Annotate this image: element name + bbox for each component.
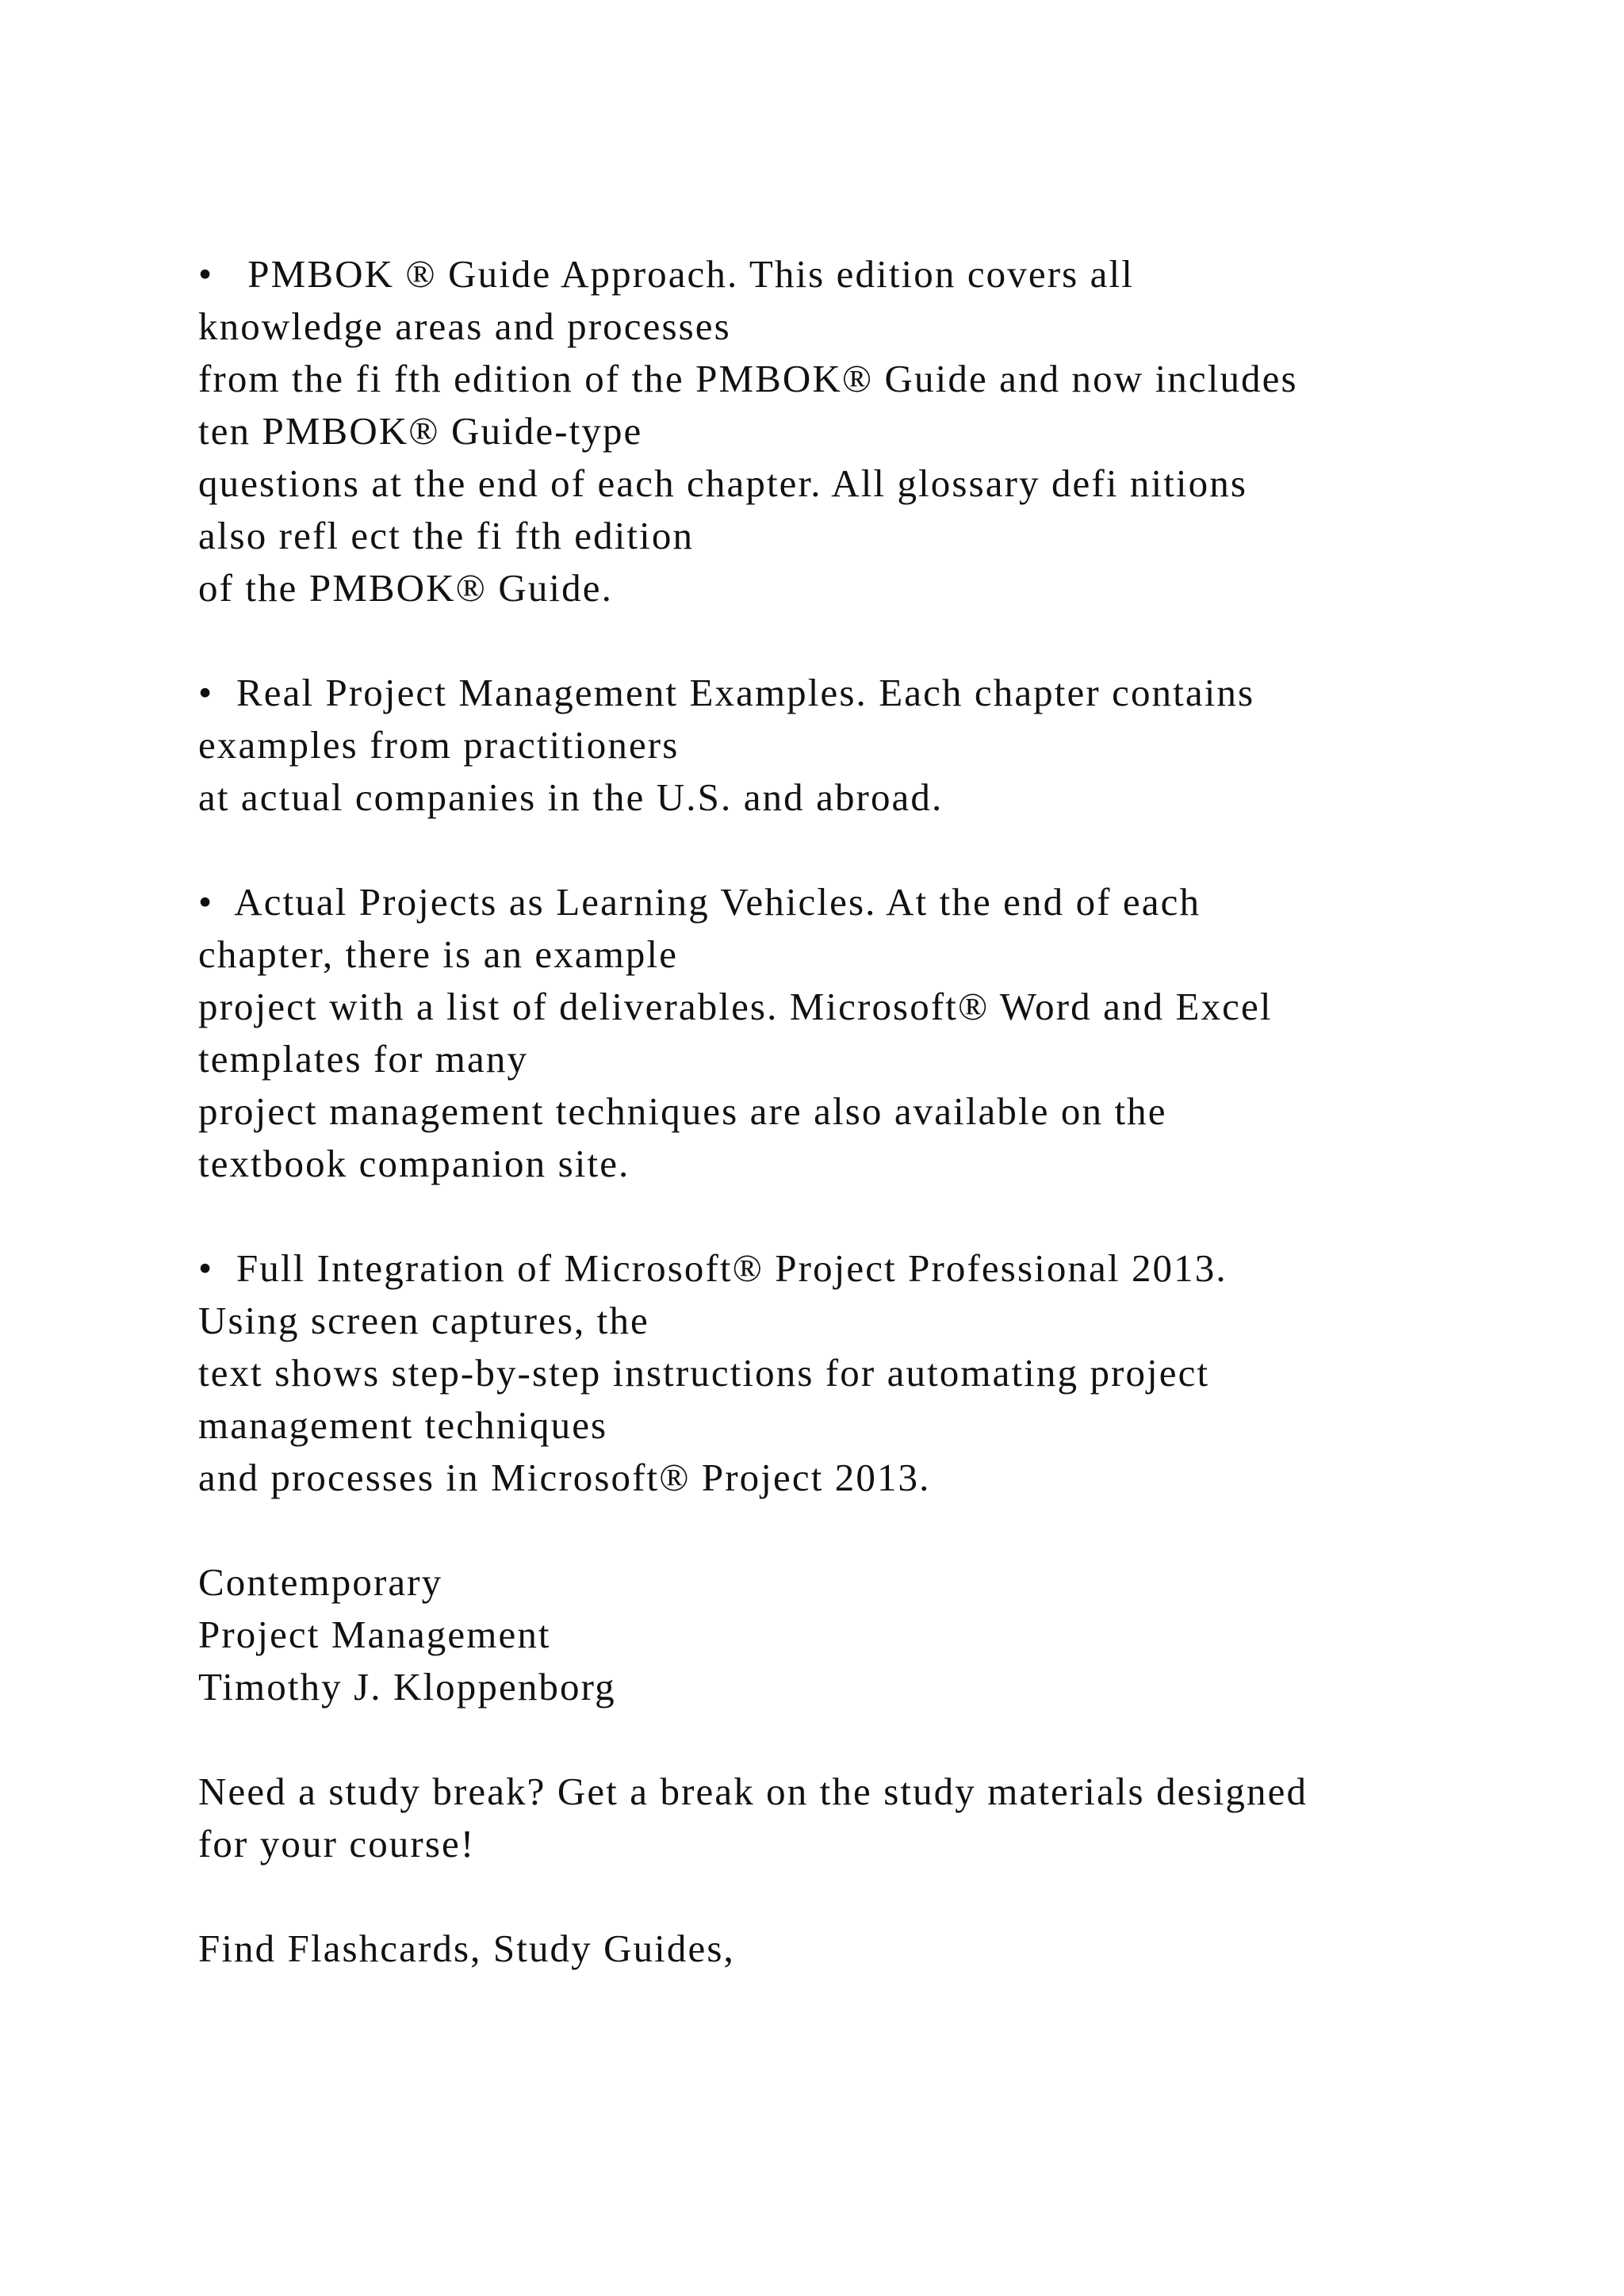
text-line: • Real Project Management Examples. Each chapter contains xyxy=(198,671,1255,714)
text-line: Contemporary xyxy=(198,1560,443,1604)
paragraph-ms-project-integration xyxy=(198,1242,1507,1504)
text-line: project with a list of deliverables. Microsoft® Word and Excel xyxy=(198,985,1273,1028)
text-line: questions at the end of each chapter. All glossary defi nitions xyxy=(198,461,1247,505)
text-line: Project Management xyxy=(198,1613,551,1656)
text-line: and processes in Microsoft® Project 2013. xyxy=(198,1456,931,1499)
text-line: Using screen captures, the xyxy=(198,1299,649,1342)
text-line: text shows step-by-step instructions for automating project xyxy=(198,1351,1210,1395)
text-line: examples from practitioners xyxy=(198,723,680,767)
text-line: management techniques xyxy=(198,1403,608,1447)
text-line: for your course! xyxy=(198,1822,476,1866)
text-line: • Actual Projects as Learning Vehicles. At the end of each xyxy=(198,880,1201,924)
text-line: templates for many xyxy=(198,1037,529,1081)
text-line: from the fi fth edition of the PMBOK® Guide and now includes xyxy=(198,357,1298,400)
document-text xyxy=(198,248,1507,2027)
text-line: Need a study break? Get a break on the study materials designed xyxy=(198,1770,1308,1813)
text-line: also refl ect the fi fth edition xyxy=(198,514,695,557)
paragraph-find-flashcards xyxy=(198,1923,1507,1975)
paragraph-learning-vehicles xyxy=(198,876,1507,1190)
text-line: textbook companion site. xyxy=(198,1142,630,1185)
paragraph-pmbok-approach xyxy=(198,248,1507,614)
paragraph-real-examples xyxy=(198,667,1507,824)
paragraph-study-break xyxy=(198,1766,1507,1870)
text-line: ten PMBOK® Guide-type xyxy=(198,409,643,453)
text-line: project management techniques are also available on the xyxy=(198,1089,1167,1133)
text-line: knowledge areas and processes xyxy=(198,304,731,348)
text-line: • Full Integration of Microsoft® Project Professional 2013. xyxy=(198,1246,1228,1290)
text-line: Find Flashcards, Study Guides, xyxy=(198,1927,735,1970)
text-line: chapter, there is an example xyxy=(198,932,679,976)
text-line: Timothy J. Kloppenborg xyxy=(198,1665,616,1709)
text-line: at actual companies in the U.S. and abroad. xyxy=(198,775,944,819)
text-line: • PMBOK ® Guide Approach. This edition covers all xyxy=(198,252,1134,296)
paragraph-book-title-author xyxy=(198,1556,1507,1713)
text-line: of the PMBOK® Guide. xyxy=(198,566,613,610)
